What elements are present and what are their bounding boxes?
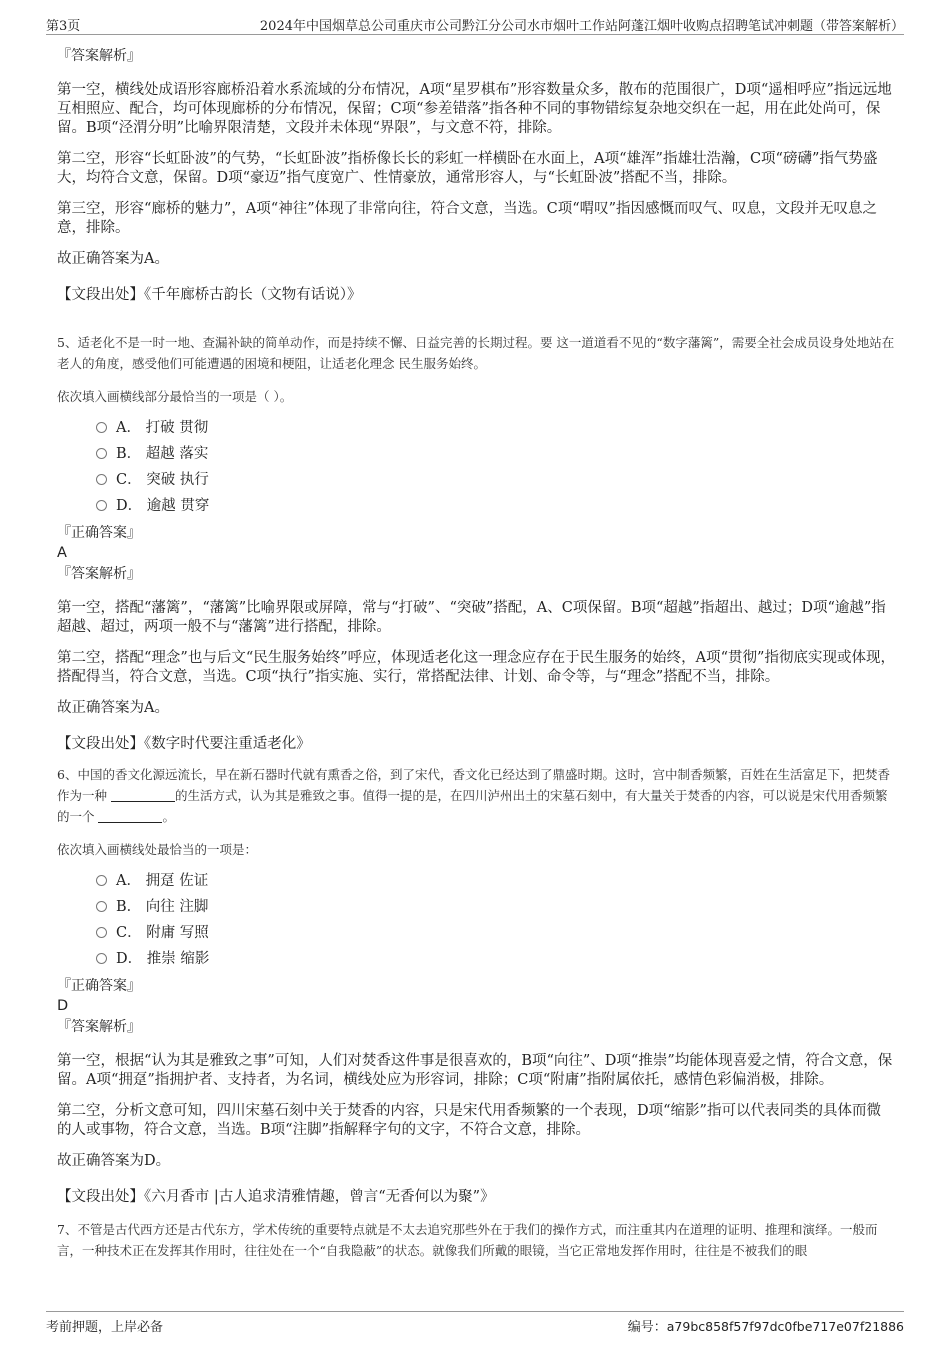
option-c[interactable] xyxy=(96,920,895,946)
final-answer-line: 故正确答案为A。 xyxy=(57,251,169,267)
option-a[interactable] xyxy=(96,415,895,441)
page-number: 第3页 xyxy=(46,19,81,34)
analysis-label: 『答案解析』 xyxy=(57,1019,141,1035)
fill-in-blank xyxy=(111,788,175,802)
radio-button-icon[interactable] xyxy=(96,953,107,964)
question-prompt: 依次填入画横线部分最恰当的一项是（ ）。 xyxy=(57,389,293,404)
page-footer xyxy=(46,1311,904,1334)
radio-button-icon[interactable] xyxy=(96,901,107,912)
explanation-paragraph: 第二空，搭配“理念”也与后文“民生服务始终”呼应，体现适老化这一理念应存在于民生服务的始终，A项“贯彻”指彻底实现或体现，搭配得当，符合文意，当选。C项“执行”指实施、实行，常搭配法律、计划、命令等，与“理念”搭配不当，排除。 xyxy=(57,650,895,685)
option-b[interactable] xyxy=(96,894,895,920)
final-answer-line: 故正确答案为D。 xyxy=(57,1153,171,1169)
question-stem: 5、适老化不是一时一地、查漏补缺的简单动作，而是持续不懈、日益完善的长期过程。要 这一道道看不见的“数字藩篱”，需要全社会成员设身处地站在老人的角度，感受他们可能遭遇的困境和梗阻，让适老化理念 民生服务始终。 xyxy=(57,335,895,371)
radio-button-icon[interactable] xyxy=(96,875,107,886)
radio-button-icon[interactable] xyxy=(96,448,107,459)
option-label: D． 推崇 缩影 xyxy=(116,951,210,967)
explanation-paragraph: 第二空，形容“长虹卧波”的气势，“长虹卧波”指桥像长长的彩虹一样横卧在水面上，A项“雄浑”指雄壮浩瀚，C项“磅礴”指气势盛大，均符合文意，保留。D项“豪迈”指气度宽广、性情豪放，通常形容人，与“长虹卧波”搭配不当，排除。 xyxy=(57,151,878,186)
option-label: A． 打破 贯彻 xyxy=(116,420,209,436)
option-label: B． 超越 落实 xyxy=(116,446,209,462)
stem-part: 。 xyxy=(162,809,175,824)
correct-answer-value: A xyxy=(57,545,67,561)
document-body xyxy=(57,46,895,1261)
explanation-paragraph: 第一空，搭配“藩篱”，“藩篱”比喻界限或屏障，常与“打破”、“突破”搭配，A、C项保留。B项“超越”指超出、越过；D项“逾越”指超越、超过，两项一般不与“藩篱”进行搭配，排除。 xyxy=(57,600,886,635)
fill-in-blank xyxy=(98,809,162,823)
final-answer-line: 故正确答案为A。 xyxy=(57,700,169,716)
correct-answer-label: 『正确答案』 xyxy=(57,525,141,541)
option-d[interactable] xyxy=(96,493,895,519)
page-header xyxy=(46,14,904,35)
correct-answer-value: D xyxy=(57,998,69,1014)
option-label: B． 向往 注脚 xyxy=(116,899,209,915)
radio-button-icon[interactable] xyxy=(96,422,107,433)
source-citation: 【文段出处】《数字时代要注重适老化》 xyxy=(57,736,311,752)
footer-slogan: 考前押题，上岸必备 xyxy=(46,1320,164,1335)
question-stem xyxy=(57,764,895,827)
option-label: A． 拥趸 佐证 xyxy=(116,873,209,889)
radio-button-icon[interactable] xyxy=(96,474,107,485)
question-prompt: 依次填入画横线处最恰当的一项是： xyxy=(57,842,258,857)
option-c[interactable] xyxy=(96,467,895,493)
explanation-paragraph: 第二空，分析文意可知，四川宋墓石刻中关于焚香的内容，只是宋代用香频繁的一个表现，D项“缩影”指可以代表同类的具体而微的人或事物，符合文意，当选。B项“注脚”指解释字句的文字，不符合文意，排除。 xyxy=(57,1103,881,1138)
option-label: C． 附庸 写照 xyxy=(116,925,209,941)
document-code xyxy=(628,1316,904,1335)
option-a[interactable] xyxy=(96,868,895,894)
option-label: D． 逾越 贯穿 xyxy=(116,498,210,514)
source-citation: 【文段出处】《六月香市 |古人追求清雅情趣，曾言“无香何以为聚”》 xyxy=(57,1189,495,1205)
option-label: C． 突破 执行 xyxy=(116,472,209,488)
code-value: a79bc858f57f97dc0fbe717e07f21886 xyxy=(666,1319,904,1334)
option-b[interactable] xyxy=(96,441,895,467)
correct-answer-label: 『正确答案』 xyxy=(57,978,141,994)
source-citation: 【文段出处】《千年廊桥古韵长（文物有话说）》 xyxy=(57,287,362,303)
explanation-paragraph: 第三空，形容“廊桥的魅力”，A项“神往”体现了非常向往，符合文意，当选。C项“喟叹”指因感慨而叹气、叹息，文段并无叹息之意，排除。 xyxy=(57,201,878,236)
explanation-paragraph: 第一空，横线处成语形容廊桥沿着水系流域的分布情况，A项“星罗棋布”形容数量众多，散布的范围很广，D项“遥相呼应”指远远地互相照应、配合，均可体现廊桥的分布情况，保留；C项“参差错落”指各种不同的事物错综复杂地交织在一起，用在此处尚可，保留。B项“泾渭分明”比喻界限清楚，文段并未体现“界限”，与文意不符，排除。 xyxy=(57,82,892,136)
radio-button-icon[interactable] xyxy=(96,927,107,938)
stem-part: 6、中国的香文化源远流长，早在新石器时代就有熏香之俗，到了宋代，香文化已经达到了鼎盛时期。这时，宫中制香频繁，百姓在生活富足下，把焚香作为一种 xyxy=(57,767,890,803)
question-stem: 7、不管是古代西方还是古代东方，学术传统的重要特点就是不太去追究那些外在于我们的操作方式，而注重其内在道理的证明、推理和演绎。一般而言，一种技术正在发挥其作用时，往往处在一个“自我隐蔽”的状态。就像我们所戴的眼镜，当它正常地发挥作用时，往往是不被我们的眼 xyxy=(57,1222,878,1258)
document-title: 2024年中国烟草总公司重庆市公司黔江分公司水市烟叶工作站阿蓬江烟叶收购点招聘笔试冲刺题（带答案解析） xyxy=(259,19,904,34)
explanation-paragraph: 第一空，根据“认为其是雅致之事”可知，人们对焚香这件事是很喜欢的，B项“向往”、D项“推崇”均能体现喜爱之情，符合文意，保留。A项“拥趸”指拥护者、支持者，为名词，横线处应为形容词，排除；C项“附庸”指附属依托，感情色彩偏消极，排除。 xyxy=(57,1053,893,1088)
option-list xyxy=(96,868,895,972)
analysis-label: 『答案解析』 xyxy=(57,566,141,582)
analysis-label: 『答案解析』 xyxy=(57,48,141,64)
stem-part: 的生活方式，认为其是雅致之事。值得一提的是，在四川泸州出土的宋墓石刻中，有大量关于焚香的内容，可以说是宋代用香频繁的一个 xyxy=(57,788,888,824)
option-list xyxy=(96,415,895,519)
code-label: 编号： xyxy=(627,1320,667,1335)
radio-button-icon[interactable] xyxy=(96,500,107,511)
option-d[interactable] xyxy=(96,946,895,972)
